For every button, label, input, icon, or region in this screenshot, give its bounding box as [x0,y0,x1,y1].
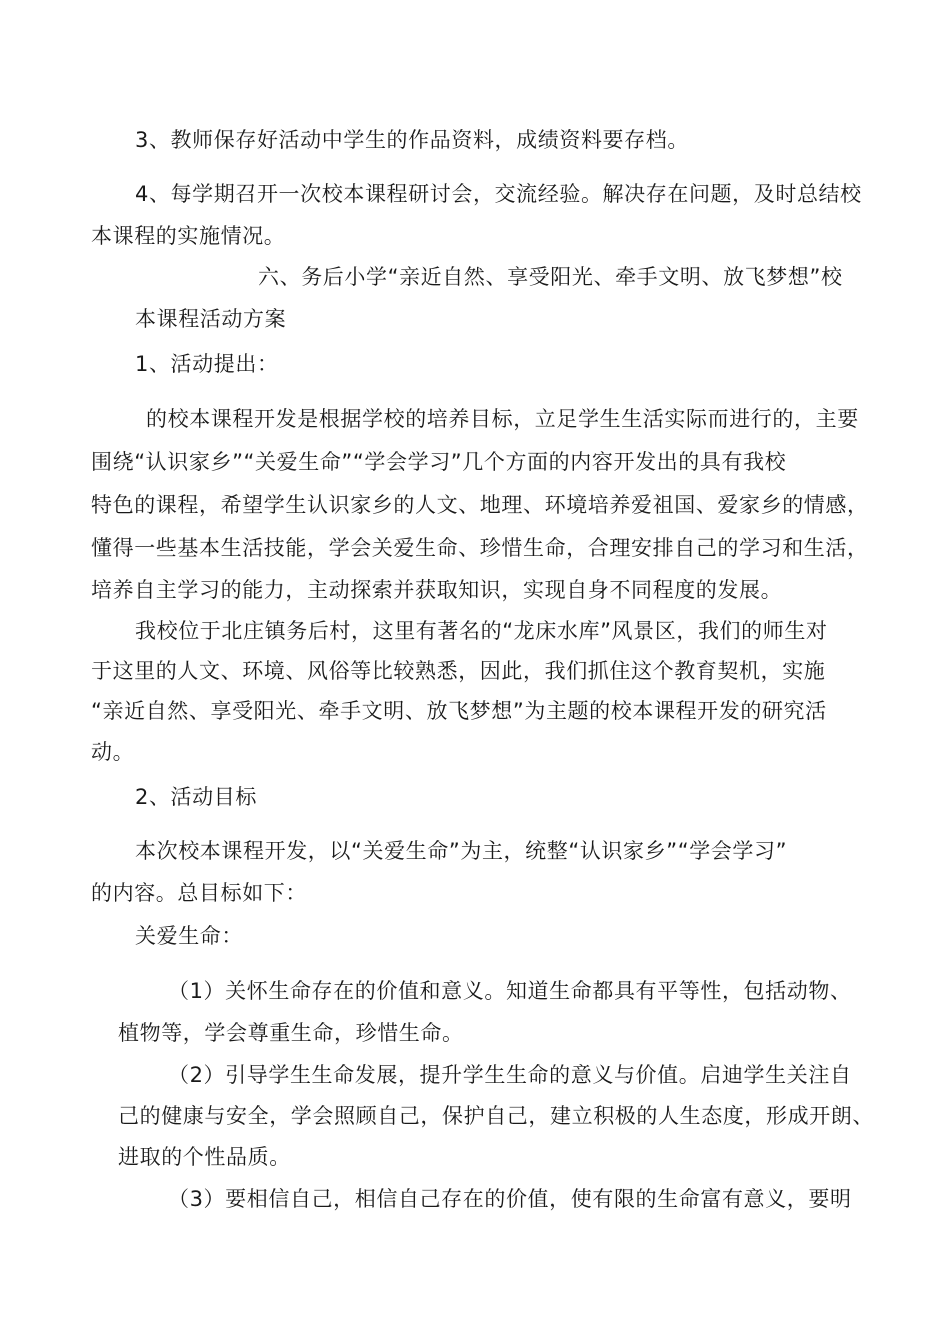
list-item: （2）引导学生生命发展，提升学生生命的意义与价值。启迪学生关注自 [168,1063,852,1087]
list-item-continuation: 植物等，学会尊重生命，珍惜生命。 [118,1021,464,1045]
text-line: 培养自主学习的能力，主动探索并获取知识，实现自身不同程度的发展。 [91,578,783,602]
text-line: 懂得一些基本生活技能，学会关爱生命、珍惜生命，合理安排自己的学习和生活， [91,536,869,560]
text-line: 于这里的人文、环境、风俗等比较熟悉，因此，我们抓住这个教育契机，实施 [91,659,826,683]
subheading: 1、活动提出： [135,352,279,376]
text-line: 动。 [91,740,135,764]
subheading: 关爱生命： [135,924,243,948]
text-line: 的校本课程开发是根据学校的培养目标，立足学生生活实际而进行的，主要 [146,407,859,431]
list-item-continuation: 己的健康与安全，学会照顾自己，保护自己，建立积极的人生态度，形成开朗、 [118,1104,874,1128]
section-heading: 本课程活动方案 [135,307,287,331]
text-line: 的内容。总目标如下： [91,881,307,905]
list-item: （1）关怀生命存在的价值和意义。知道生命都具有平等性，包括动物、 [168,979,852,1003]
text-line: 3、教师保存好活动中学生的作品资料，成绩资料要存档。 [135,128,689,152]
list-item: （3）要相信自己，相信自己存在的价值，使有限的生命富有意义，要明 [168,1187,852,1211]
text-line: 本课程的实施情况。 [91,224,286,248]
subheading: 2、活动目标 [135,785,257,809]
text-line: “亲近自然、享受阳光、牵手文明、放飞梦想”为主题的校本课程开发的研究活 [91,699,827,723]
text-line: 本次校本课程开发，以“关爱生命”为主，统整“认识家乡”“学会学习” [135,839,788,863]
text-line: 特色的课程，希望学生认识家乡的人文、地理、环境培养爱祖国、爱家乡的情感， [91,493,869,517]
text-line: 我校位于北庄镇务后村，这里有著名的“龙床水库”风景区，我们的师生对 [135,619,828,643]
list-item-continuation: 进取的个性品质。 [118,1145,291,1169]
text-line: 4、每学期召开一次校本课程研讨会，交流经验。解决存在问题，及时总结校 [135,182,862,206]
section-heading: 六、务后小学“亲近自然、享受阳光、牵手文明、放飞梦想”校 [258,265,843,289]
text-line: 围绕“认识家乡”“关爱生命”“学会学习”几个方面的内容开发出的具有我校 [91,450,787,474]
